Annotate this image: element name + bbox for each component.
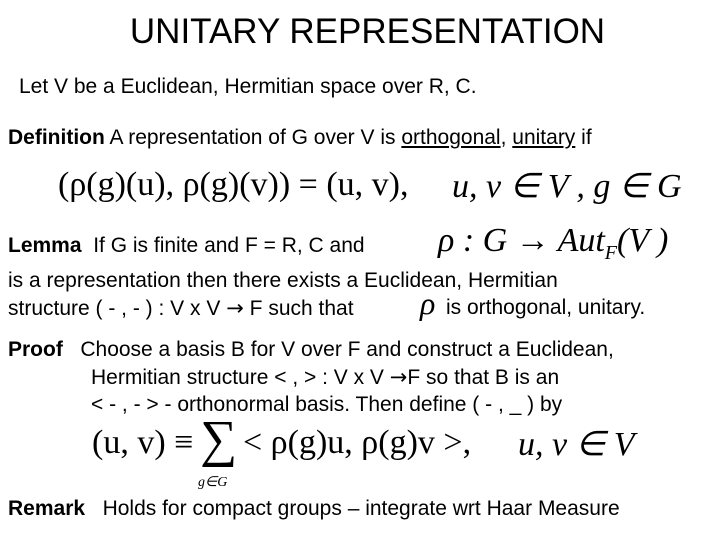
proof-formula-condition: u, v ∈ V: [518, 426, 635, 463]
lemma-formula-arg: (V ): [617, 222, 669, 259]
lemma-line-2: is a representation then there exists a Euclidean, Hermitian: [8, 269, 558, 292]
remark-label: Remark: [8, 497, 86, 520]
proof-line-1: [8, 338, 614, 362]
definition-if: if: [581, 126, 592, 149]
sum-icon: ∑: [200, 411, 238, 468]
remark-text: Holds for compact groups – integrate wrt Haar Measure: [102, 497, 620, 520]
proof-line-2-a: Hermitian structure < , > : V x V: [91, 366, 384, 389]
lemma-line-3-c: is orthogonal, unitary.: [446, 296, 646, 319]
lemma-line-3-a: structure ( - , - ) : V x V: [8, 297, 221, 320]
lemma-formula-subscript: F: [604, 242, 618, 264]
proof-formula-lhs: (u, v) ≡: [92, 424, 194, 461]
lemma-line-1: [8, 234, 365, 258]
lemma-formula: [438, 222, 668, 265]
definition-comma: ,: [500, 126, 507, 149]
remark-line: [8, 497, 620, 521]
definition-label: Definition: [8, 126, 105, 149]
proof-label: Proof: [8, 338, 63, 361]
intro-text: Let V be a Euclidean, Hermitian space over R, C.: [19, 75, 477, 98]
lemma-line-3: [8, 296, 354, 321]
proof-formula-body: < ρ(g)u, ρ(g)v >,: [243, 424, 472, 461]
lemma-formula-map: ρ : G → Aut: [438, 222, 605, 259]
lemma-label: Lemma: [8, 234, 82, 257]
proof-line-2: [91, 365, 559, 390]
arrow-icon: →: [226, 296, 244, 320]
definition-formula-condition: u, v ∈ V , g ∈ G: [452, 168, 682, 205]
lemma-line-3-b: F such that: [249, 297, 354, 320]
definition-text: A representation of G over V is: [109, 126, 396, 149]
definition-line: [8, 126, 592, 150]
arrow-icon: →: [389, 365, 408, 389]
term-unitary: unitary: [512, 126, 576, 149]
definition-formula: (ρ(g)(u), ρ(g)(v)) = (u, v),: [58, 166, 409, 203]
proof-text-1: Choose a basis B for V over F and construct a Euclidean,: [80, 338, 614, 361]
lemma-rho: ρ: [420, 285, 436, 321]
proof-line-3: < - , - > - orthonormal basis. Then define ( - , _ ) by: [91, 393, 563, 416]
proof-line-2-b: F so that B is an: [407, 366, 560, 389]
lemma-text: If G is finite and F = R, C and: [93, 234, 365, 257]
term-orthogonal: orthogonal: [401, 126, 501, 149]
page-title: UNITARY REPRESENTATION: [129, 12, 606, 51]
sum-subscript: g∈G: [198, 475, 228, 490]
